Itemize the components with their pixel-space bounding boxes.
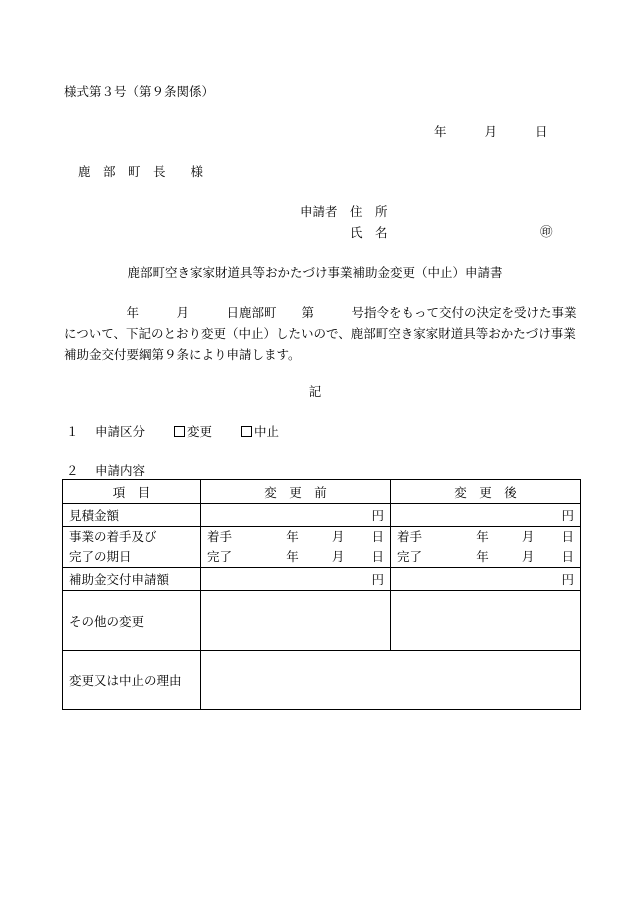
month-unit: 月	[521, 549, 535, 564]
section1-label: １ 申請区分	[66, 424, 145, 439]
subsidy-before-cell[interactable]	[201, 568, 391, 591]
row-label-reason: 変更又は中止の理由	[63, 651, 201, 710]
day-unit: 日	[561, 529, 574, 544]
date-year: 年	[434, 124, 447, 139]
day-unit: 日	[371, 549, 384, 564]
applicant-block	[300, 202, 388, 244]
header-item: 項 目	[63, 480, 201, 504]
year-unit: 年	[476, 529, 489, 544]
seal-mark: ㊞	[540, 224, 553, 239]
day-unit: 日	[561, 549, 574, 564]
estimate-after-cell[interactable]	[391, 504, 581, 527]
yen-unit: 円	[371, 572, 384, 587]
month-unit: 月	[521, 529, 535, 544]
estimate-before-cell[interactable]	[201, 504, 391, 527]
month-unit: 月	[331, 549, 345, 564]
form-number: 様式第３号（第９条関係）	[64, 84, 215, 99]
other-after-cell[interactable]	[391, 591, 581, 651]
start-label: 着手	[207, 529, 233, 544]
subsidy-after-cell[interactable]	[391, 568, 581, 591]
yen-unit: 円	[371, 508, 384, 523]
reason-cell[interactable]	[201, 651, 581, 710]
section-application-type	[66, 422, 279, 440]
dates-before-cell[interactable]	[201, 527, 391, 568]
year-unit: 年	[286, 549, 299, 564]
day-unit: 日	[371, 529, 384, 544]
option-stop-label: 中止	[253, 424, 279, 439]
finish-label: 完了	[397, 549, 423, 564]
year-unit: 年	[476, 549, 489, 564]
date-month: 月	[484, 124, 498, 139]
header-before: 変 更 前	[201, 480, 391, 504]
applicant-label: 申請者	[300, 204, 338, 219]
checkbox-stop[interactable]	[241, 426, 252, 437]
option-change-label: 変更	[186, 424, 212, 439]
start-label: 着手	[397, 529, 423, 544]
ki-heading: 記	[308, 384, 322, 399]
date-line	[434, 122, 548, 140]
yen-unit: 円	[561, 508, 574, 523]
body-paragraph: 年 月 日鹿部町 第 号指令をもって交付の決定を受けた事業について、下記のとおり変更（中止）したいので、鹿部町空き家家財道具等おかたづけ事業補助金交付要綱第９条により申請します。	[64, 305, 577, 362]
dates-label-line1: 事業の着手及び	[69, 529, 157, 544]
row-label-other: その他の変更	[63, 591, 201, 651]
application-detail-table	[62, 479, 581, 710]
other-before-cell[interactable]	[201, 591, 391, 651]
year-unit: 年	[286, 529, 299, 544]
address-label: 住 所	[350, 204, 388, 219]
header-after: 変 更 後	[391, 480, 581, 504]
dates-after-cell[interactable]	[391, 527, 581, 568]
row-label-estimate: 見積金額	[63, 504, 201, 527]
section2-label: ２ 申請内容	[66, 463, 145, 478]
addressee: 鹿 部 町 長 様	[78, 164, 204, 179]
finish-label: 完了	[207, 549, 233, 564]
document-title: 鹿部町空き家家財道具等おかたづけ事業補助金変更（中止）申請書	[127, 265, 503, 280]
row-label-subsidy: 補助金交付申請額	[63, 568, 201, 591]
name-label: 氏 名	[350, 225, 388, 240]
checkbox-change[interactable]	[174, 426, 185, 437]
month-unit: 月	[331, 529, 345, 544]
yen-unit: 円	[561, 572, 574, 587]
dates-label-line2: 完了の期日	[69, 549, 132, 564]
row-label-dates	[63, 527, 201, 568]
date-day: 日	[535, 124, 548, 139]
